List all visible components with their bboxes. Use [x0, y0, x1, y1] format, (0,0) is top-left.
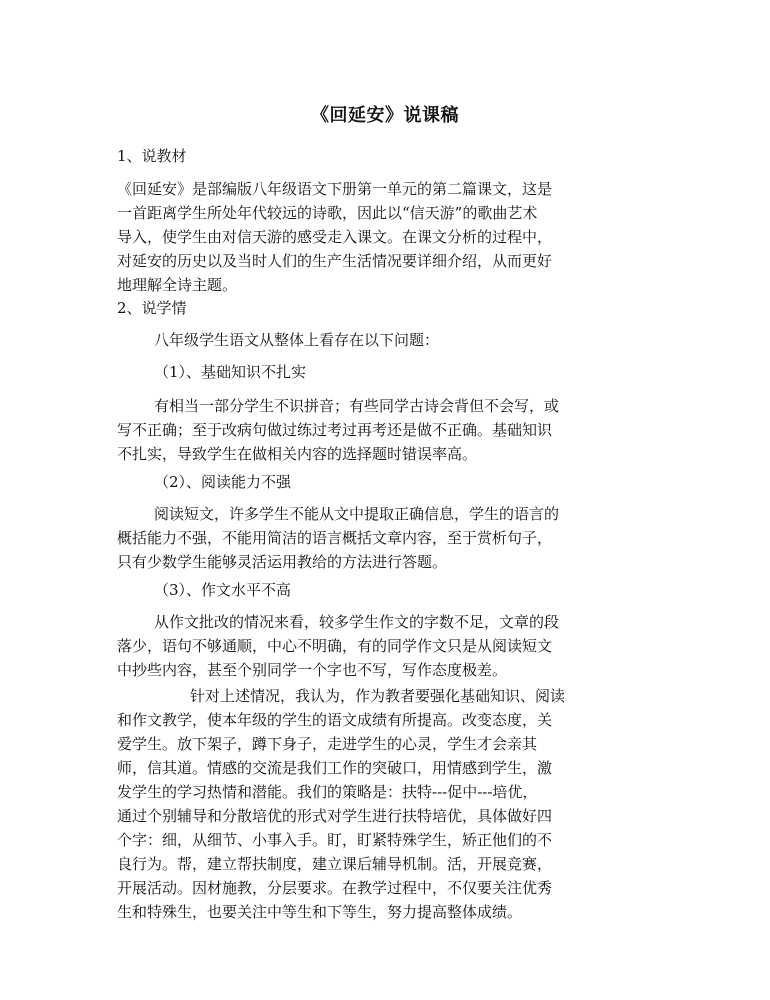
text-line: 概括能力不强，不能用简洁的语言概括文章内容，至于赏析句子， [117, 529, 553, 547]
document-title: 《回延安》说课稿 [311, 105, 459, 126]
paragraph-teaching-material [117, 177, 647, 297]
text-line: 从作文批改的情况来看，较多学生作文的字数不足，文章的段 [154, 613, 560, 631]
text-line: 有相当一部分学生不识拼音；有些同学古诗会背但不会写，或 [154, 397, 560, 415]
text-line: 开展活动。因材施教，分层要求。在教学过程中，不仅要关注优秀 [117, 879, 553, 897]
text-line: 和作文教学，使本年级的学生的语文成绩有所提高。改变态度，关 [117, 711, 553, 729]
text-line: 阅读短文，许多学生不能从文中提取正确信息，学生的语言的 [154, 505, 560, 523]
text-line: 师，信其道。情感的交流是我们工作的突破口，用情感到学生，激 [117, 759, 553, 777]
text-line: 针对上述情况，我认为，作为教者要强化基础知识、阅读 [190, 687, 566, 705]
paragraph-writing-level [117, 610, 647, 682]
student-analysis-intro: 八年级学生语文从整体上看存在以下问题： [154, 331, 440, 349]
text-line: 地理解全诗主题。 [117, 276, 238, 294]
text-line: 生和特殊生，也要关注中等生和下等生，努力提高整体成绩。 [117, 903, 523, 921]
text-line: 爱学生。放下架子，蹲下身子，走进学生的心灵，学生才会亲其 [117, 735, 538, 753]
text-line: 一首距离学生所处年代较远的诗歌，因此以“信天游”的歌曲艺术 [117, 204, 538, 222]
paragraph-basic-knowledge [117, 394, 647, 466]
text-line: 落少，语句不够通顺，中心不明确，有的同学作文只是从阅读短文 [117, 637, 553, 655]
text-line: 通过个别辅导和分散培优的形式对学生进行扶特培优，具体做好四 [117, 807, 553, 825]
paragraph-reading-ability [117, 502, 647, 574]
text-line: 写不正确；至于改病句做过练过考过再考还是做不正确。基础知识 [117, 421, 553, 439]
paragraph-conclusion [117, 684, 647, 924]
text-line: 发学生的学习热情和潜能。我们的策略是：扶特---促中---培优， [117, 783, 538, 801]
text-line: 《回延安》是部编版八年级语文下册第一单元的第二篇课文，这是 [117, 180, 553, 198]
problem-heading-basic-knowledge: （1）、基础知识不扎实 [154, 363, 307, 381]
problem-heading-reading-ability: （2）、阅读能力不强 [154, 473, 292, 491]
text-line: 导入，使学生由对信天游的感受走入课文。在课文分析的过程中， [117, 228, 553, 246]
text-line: 个字：细，从细节、小事入手。盯，盯紧特殊学生，矫正他们的不 [117, 831, 553, 849]
text-line: 不扎实，导致学生在做相关内容的选择题时错误率高。 [117, 445, 478, 463]
section-heading-teaching-material: 1、说教材 [117, 147, 187, 165]
section-heading-student-analysis: 2、说学情 [117, 299, 187, 317]
text-line: 中抄些内容，甚至个别同学一个字也不写，写作态度极差。 [117, 661, 508, 679]
problem-heading-writing-level: （3）、作文水平不高 [154, 581, 292, 599]
text-line: 只有少数学生能够灵活运用教给的方法进行答题。 [117, 553, 448, 571]
text-line: 良行为。帮，建立帮扶制度，建立课后辅导机制。活，开展竞赛， [117, 855, 553, 873]
text-line: 对延安的历史以及当时人们的生产生活情况要详细介绍，从而更好 [117, 252, 553, 270]
